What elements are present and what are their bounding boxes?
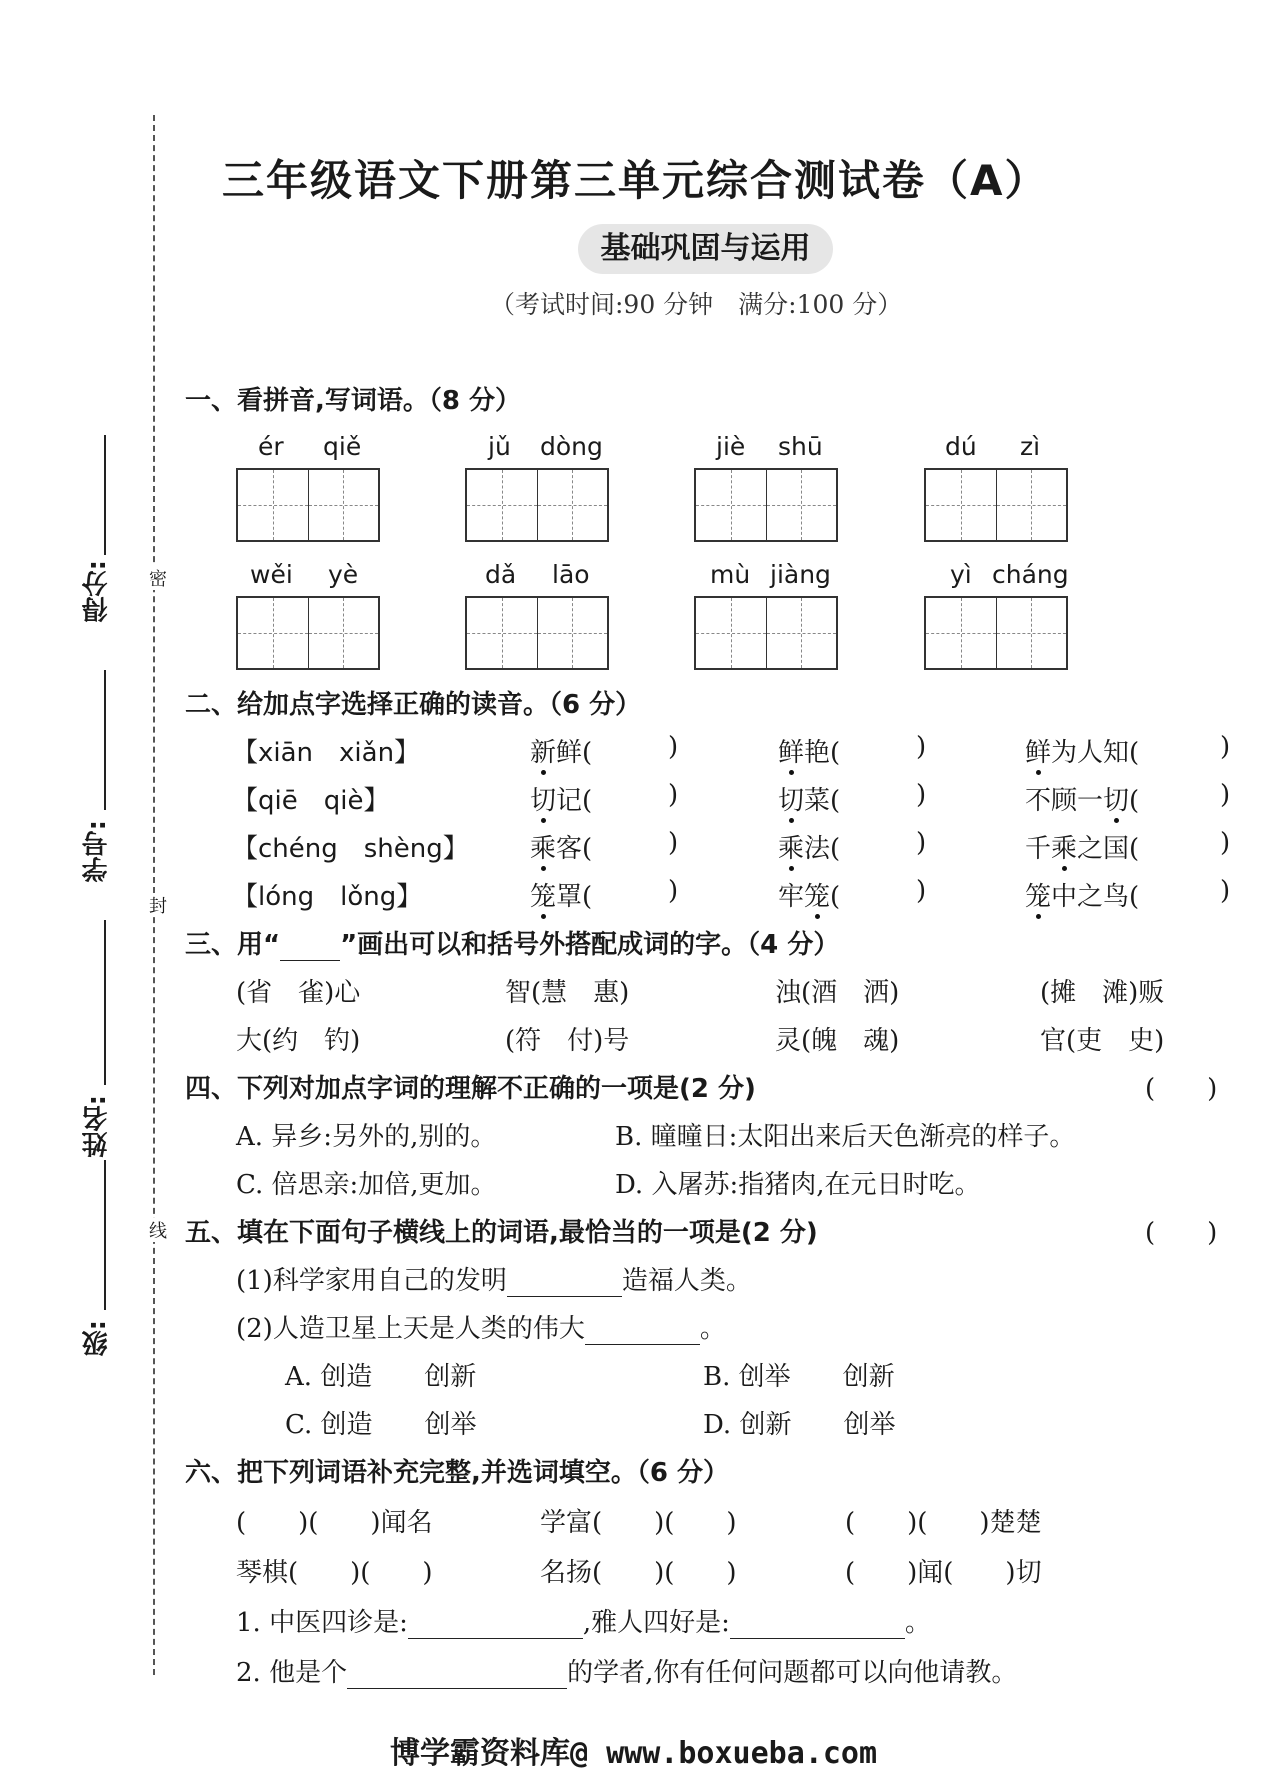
q6-idiom[interactable]: ( )( )楚楚 (845, 1508, 1042, 1538)
q2-options: 【chéng shèng】 (232, 834, 469, 864)
pinyin: jǔ (488, 432, 511, 461)
q3-item[interactable]: (摊 滩)贩 (1040, 978, 1165, 1008)
q4-option-a[interactable]: A. 异乡:另外的,别的。 (236, 1122, 497, 1152)
q2-word: 新鲜( (530, 738, 593, 768)
score-field-line[interactable] (104, 435, 106, 555)
q5-option-c[interactable]: C. 创造 创举 (285, 1410, 477, 1440)
q5-option-b[interactable]: B. 创举 创新 (703, 1362, 895, 1392)
q6-idiom[interactable]: 名扬( )( ) (540, 1558, 737, 1588)
q6-blank[interactable] (730, 1638, 905, 1639)
q6-blank[interactable] (347, 1688, 567, 1689)
q2-word: 千乘之国( (1025, 834, 1140, 864)
label-class: 级: (82, 1320, 112, 1357)
exam-time-info: （考试时间:90 分钟 满分:100 分） (490, 290, 903, 319)
section-subtitle: 基础巩固与运用 (578, 224, 833, 274)
q2-close[interactable]: ) (1220, 780, 1231, 810)
student-id-field-line[interactable] (104, 670, 106, 810)
q2-close[interactable]: ) (916, 876, 927, 906)
label-student-id: 学号: (82, 820, 112, 883)
q2-word: 牢笼( (778, 882, 841, 912)
pinyin: dú (945, 432, 977, 461)
q4-answer-box[interactable]: ( ) (1145, 1074, 1218, 1104)
q2-close[interactable]: ) (1220, 828, 1231, 858)
q5-sentence-1: (1)科学家用自己的发明 造福人类。 (236, 1266, 752, 1296)
q6-idiom[interactable]: 琴棋( )( ) (236, 1558, 433, 1588)
pinyin: wěi (250, 560, 293, 589)
q5-blank-1[interactable] (507, 1296, 622, 1297)
q2-word: 鲜艳( (778, 738, 841, 768)
label-name: 姓名: (82, 1095, 112, 1158)
pinyin: shū (778, 432, 823, 461)
q4-option-c[interactable]: C. 倍思亲:加倍,更加。 (236, 1170, 497, 1200)
q6-idiom[interactable]: ( )( )闻名 (236, 1508, 433, 1538)
q2-options: 【qiē qiè】 (232, 786, 390, 816)
q2-close[interactable]: ) (916, 780, 927, 810)
q2-word: 鲜为人知( (1025, 738, 1140, 768)
q6-idiom[interactable]: 学富( )( ) (540, 1508, 737, 1538)
q5-option-d[interactable]: D. 创新 创举 (703, 1410, 896, 1440)
pinyin: ér (258, 432, 284, 461)
pinyin: qiě (323, 432, 362, 461)
q6-fill-1: 1. 中医四诊是: ,雅人四好是: 。 (236, 1608, 931, 1638)
tianzige-box[interactable] (465, 596, 609, 670)
q3-heading: 三、用“ ”画出可以和括号外搭配成词的字。（4 分） (185, 930, 840, 960)
q6-fill-2: 2. 他是个 的学者,你有任何问题都可以向他请教。 (236, 1658, 1018, 1688)
tianzige-box[interactable] (694, 596, 838, 670)
pinyin: jiàng (770, 560, 831, 589)
q2-close[interactable]: ) (668, 876, 679, 906)
q6-blank[interactable] (408, 1638, 583, 1639)
q6-heading: 六、把下列词语补充完整,并选词填空。（6 分） (185, 1458, 730, 1488)
q2-close[interactable]: ) (1220, 732, 1231, 762)
tianzige-box[interactable] (236, 596, 380, 670)
pinyin: yì (950, 560, 972, 589)
q1-heading: 一、看拼音,写词语。（8 分） (185, 386, 522, 416)
seal-char-feng: 封 (143, 893, 169, 917)
pinyin: yè (328, 560, 359, 589)
q2-options: 【lóng lǒng】 (232, 882, 423, 912)
q5-answer-box[interactable]: ( ) (1145, 1218, 1218, 1248)
q5-option-a[interactable]: A. 创造 创新 (285, 1362, 477, 1392)
seal-char-xian: 线 (143, 1218, 169, 1242)
q2-close[interactable]: ) (668, 828, 679, 858)
q3-item[interactable]: 官(吏 史) (1040, 1026, 1165, 1056)
q3-item[interactable]: 大(约 钓) (236, 1026, 361, 1056)
pinyin: mù (710, 560, 751, 589)
q3-item[interactable]: 智(慧 惠) (505, 978, 630, 1008)
pinyin: jiè (716, 432, 746, 461)
q4-option-b[interactable]: B. 曈曈日:太阳出来后天色渐亮的样子。 (615, 1122, 1076, 1152)
q3-item[interactable]: 浊(酒 洒) (775, 978, 900, 1008)
q3-item[interactable]: 灵(魄 魂) (775, 1026, 900, 1056)
pinyin: dǎ (485, 560, 517, 589)
q2-word: 不顾一切( (1025, 786, 1140, 816)
pinyin: cháng (992, 560, 1069, 589)
q2-word: 笼罩( (530, 882, 593, 912)
q5-heading: 五、填在下面句子横线上的词语,最恰当的一项是(2 分) (185, 1218, 818, 1248)
tianzige-box[interactable] (236, 468, 380, 542)
label-score: 得分: (82, 560, 112, 623)
tianzige-box[interactable] (465, 468, 609, 542)
q5-sentence-2: (2)人造卫星上天是人类的伟大 。 (236, 1314, 726, 1344)
tianzige-box[interactable] (924, 596, 1068, 670)
q2-close[interactable]: ) (668, 732, 679, 762)
seal-char-mi: 密 (143, 566, 169, 590)
name-field-line[interactable] (104, 920, 106, 1085)
pinyin: lāo (552, 560, 590, 589)
q2-word: 切记( (530, 786, 593, 816)
page-title: 三年级语文下册第三单元综合测试卷（A） (222, 156, 1049, 205)
pinyin: dòng (540, 432, 603, 461)
tianzige-box[interactable] (924, 468, 1068, 542)
q2-close[interactable]: ) (916, 732, 927, 762)
q2-close[interactable]: ) (916, 828, 927, 858)
q2-word: 乘法( (778, 834, 841, 864)
q5-blank-2[interactable] (585, 1344, 700, 1345)
footer-watermark: 博学霸资料库@ www.boxueba.com (390, 1736, 878, 1771)
q2-options: 【xiān xiǎn】 (232, 738, 421, 768)
q2-word: 乘客( (530, 834, 593, 864)
q3-item[interactable]: (符 付)号 (505, 1026, 630, 1056)
q4-heading: 四、下列对加点字词的理解不正确的一项是(2 分) (185, 1074, 756, 1104)
tianzige-box[interactable] (694, 468, 838, 542)
q6-idiom[interactable]: ( )闻( )切 (845, 1558, 1042, 1588)
q2-close[interactable]: ) (668, 780, 679, 810)
q4-option-d[interactable]: D. 入屠苏:指猪肉,在元日时吃。 (615, 1170, 981, 1200)
pinyin: zì (1020, 432, 1041, 461)
q3-item[interactable]: (省 雀)心 (236, 978, 361, 1008)
q2-close[interactable]: ) (1220, 876, 1231, 906)
class-field-line[interactable] (104, 1160, 106, 1310)
q2-word: 切菜( (778, 786, 841, 816)
q2-heading: 二、给加点字选择正确的读音。（6 分） (185, 690, 642, 720)
q2-word: 笼中之鸟( (1025, 882, 1140, 912)
